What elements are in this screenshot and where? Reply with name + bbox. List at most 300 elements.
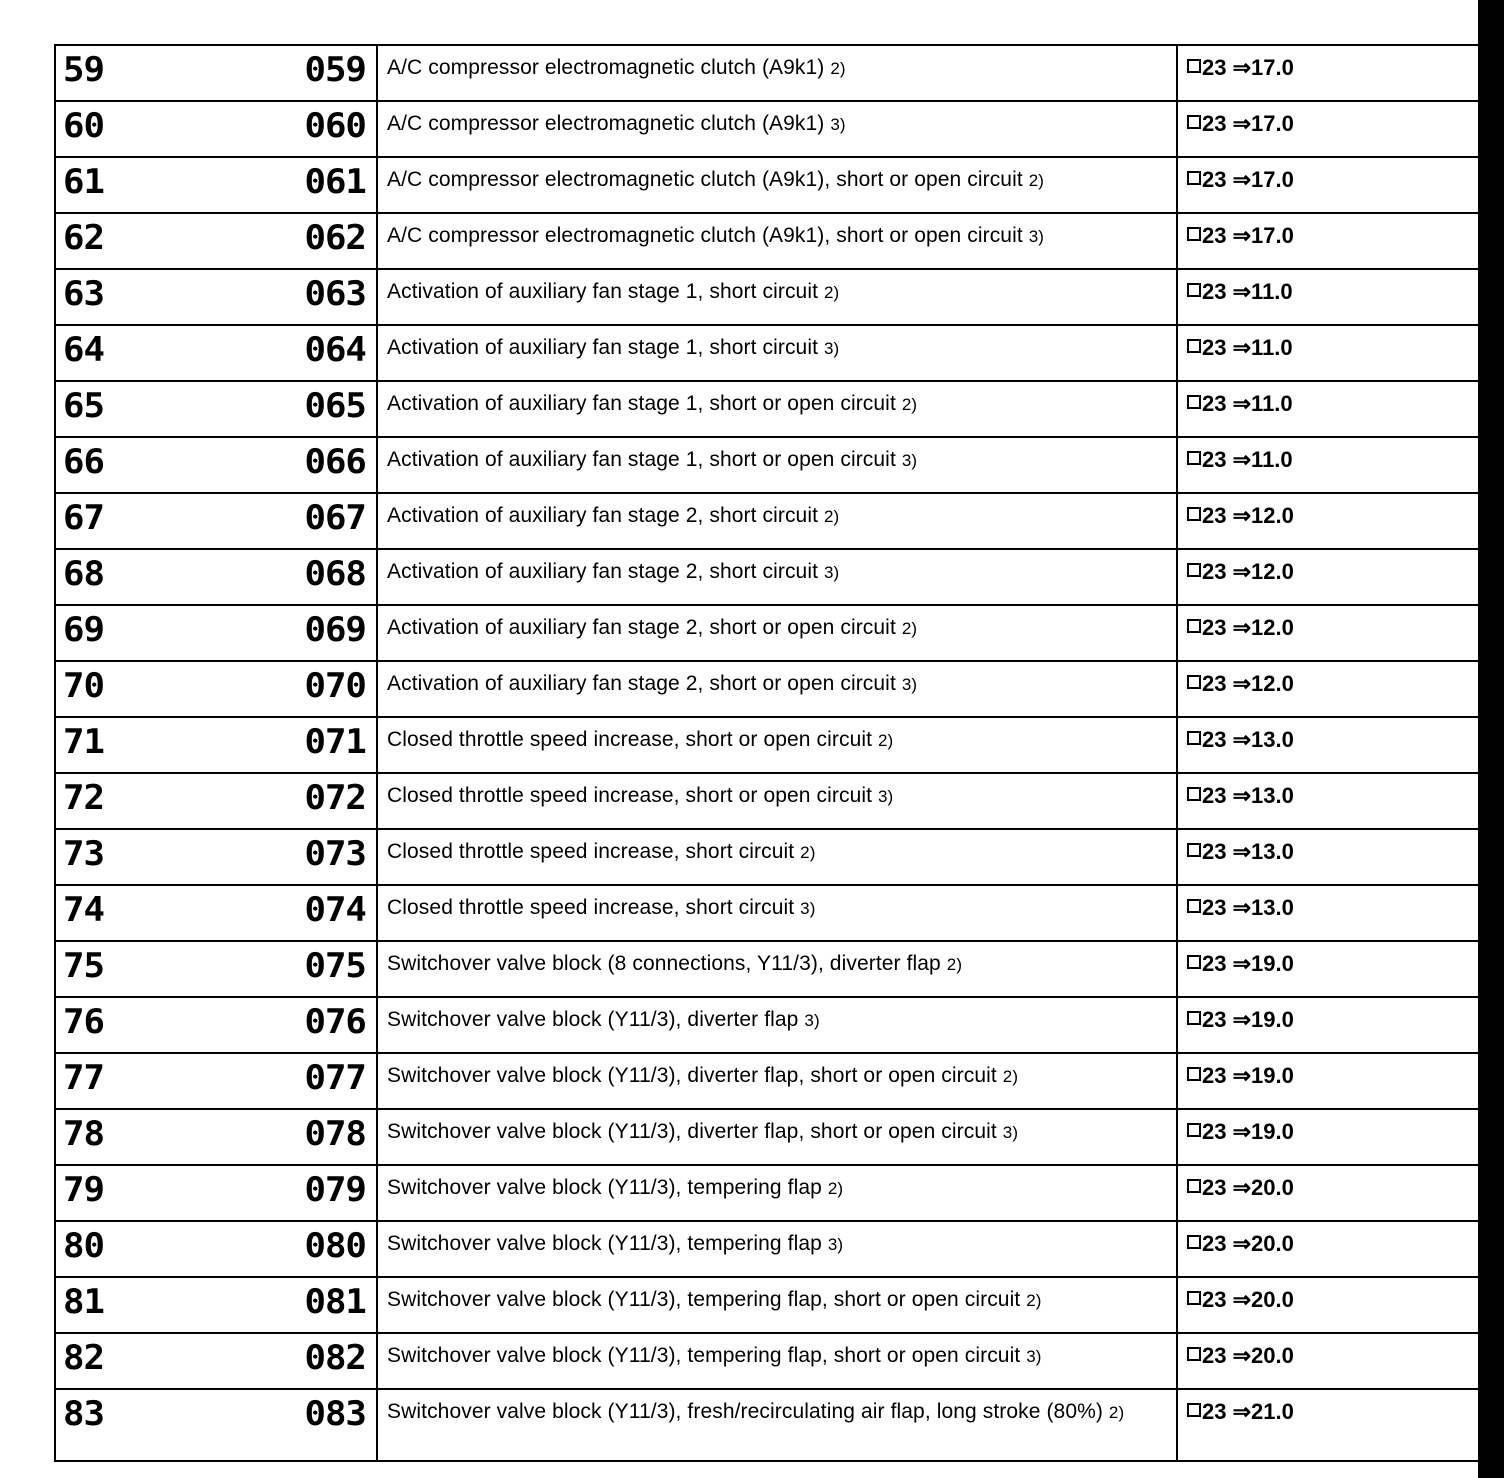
reference-doc: 23	[1202, 727, 1227, 752]
reference-section: 17.0	[1251, 223, 1294, 248]
footnote-ref: 3)	[804, 1011, 820, 1030]
reference-cell[interactable]	[1187, 1287, 1294, 1332]
fault-description-cell	[387, 392, 1172, 436]
reference-doc: 23	[1202, 1399, 1227, 1424]
document-ref-icon	[1187, 451, 1201, 465]
arrow-icon: ⇒	[1232, 391, 1252, 416]
fault-code-cell	[64, 436, 154, 492]
reference-doc: 23	[1202, 783, 1227, 808]
fault-code-cell	[64, 324, 154, 380]
reference-doc: 23	[1202, 1063, 1227, 1088]
arrow-icon: ⇒	[1232, 727, 1252, 752]
reference-doc: 23	[1202, 615, 1227, 640]
fault-code-cell	[64, 1052, 154, 1108]
reference-cell[interactable]	[1187, 167, 1294, 212]
fault-description-cell	[387, 616, 1172, 660]
document-ref-icon	[1187, 1347, 1201, 1361]
fault-code-cell	[64, 548, 154, 604]
fault-code-cell	[64, 716, 154, 772]
blink-code: 079	[304, 1170, 366, 1210]
arrow-icon: ⇒	[1232, 951, 1252, 976]
footnote-ref: 2)	[1002, 1067, 1019, 1086]
fault-description: Switchover valve block (Y11/3), diverter flap, short or open circuit	[387, 1064, 997, 1087]
blink-code: 065	[304, 386, 366, 426]
reference-doc: 23	[1202, 55, 1227, 80]
fault-code: 63	[63, 274, 104, 314]
fault-code: 65	[63, 386, 104, 426]
fault-code: 59	[63, 50, 104, 90]
fault-description: Closed throttle speed increase, short or open circuit	[387, 728, 873, 751]
reference-section: 21.0	[1251, 1399, 1294, 1424]
blink-code: 076	[304, 1002, 366, 1042]
arrow-icon: ⇒	[1232, 1343, 1252, 1368]
reference-cell[interactable]	[1187, 783, 1294, 828]
blink-code: 067	[304, 498, 366, 538]
arrow-icon: ⇒	[1232, 559, 1252, 584]
arrow-icon: ⇒	[1232, 1007, 1252, 1032]
document-ref-icon	[1187, 1403, 1201, 1417]
reference-section: 12.0	[1251, 615, 1294, 640]
table-row	[54, 44, 1494, 100]
fault-description: Switchover valve block (Y11/3), tempering flap	[387, 1176, 822, 1199]
reference-doc: 23	[1202, 895, 1227, 920]
document-ref-icon	[1187, 283, 1201, 297]
reference-cell[interactable]	[1187, 559, 1294, 604]
fault-description: Activation of auxiliary fan stage 2, short or open circuit	[387, 672, 896, 695]
blink-code: 059	[304, 50, 366, 90]
fault-description: Activation of auxiliary fan stage 1, short or open circuit	[387, 448, 896, 471]
fault-code-cell	[64, 1332, 154, 1388]
reference-doc: 23	[1202, 279, 1227, 304]
footnote-ref: 3)	[800, 899, 816, 918]
fault-code: 78	[63, 1114, 104, 1154]
table-row	[54, 996, 1494, 1052]
document-ref-icon	[1187, 339, 1201, 353]
fault-description-cell	[387, 112, 1172, 156]
blink-code-cell	[264, 380, 364, 436]
blink-code-cell	[264, 940, 364, 996]
reference-cell[interactable]	[1187, 503, 1294, 548]
blink-code-cell	[264, 1164, 364, 1220]
table-row	[54, 380, 1494, 436]
fault-description: Switchover valve block (Y11/3), fresh/recirculating air flap, long stroke (80%)	[387, 1400, 1103, 1423]
blink-code: 073	[304, 834, 366, 874]
fault-code: 67	[63, 498, 104, 538]
fault-code-cell	[64, 660, 154, 716]
table-row	[54, 604, 1494, 660]
blink-code-cell	[264, 604, 364, 660]
blink-code: 069	[304, 610, 366, 650]
fault-description: Activation of auxiliary fan stage 2, short or open circuit	[387, 616, 896, 639]
blink-code: 072	[304, 778, 366, 818]
blink-code: 078	[304, 1114, 366, 1154]
arrow-icon: ⇒	[1232, 783, 1252, 808]
blink-code: 082	[304, 1338, 366, 1378]
table-row	[54, 156, 1494, 212]
footnote-ref: 2)	[946, 955, 963, 974]
reference-cell[interactable]	[1187, 279, 1293, 324]
blink-code: 061	[304, 162, 366, 202]
fault-description: A/C compressor electromagnetic clutch (A9k1)	[387, 112, 825, 135]
fault-description: A/C compressor electromagnetic clutch (A9k1), short or open circuit	[387, 168, 1023, 191]
table-row	[54, 1052, 1494, 1108]
document-ref-icon	[1187, 171, 1201, 185]
fault-description-cell	[387, 560, 1172, 604]
blink-code-cell	[264, 1052, 364, 1108]
document-ref-icon	[1187, 955, 1201, 969]
blink-code-cell	[264, 100, 364, 156]
footnote-ref: 2)	[827, 1179, 844, 1198]
reference-cell[interactable]	[1187, 1007, 1294, 1052]
reference-cell[interactable]	[1187, 1119, 1294, 1164]
table-bottom-border	[54, 1460, 1494, 1462]
reference-section: 17.0	[1251, 167, 1294, 192]
fault-description-cell	[387, 1288, 1172, 1332]
arrow-icon: ⇒	[1232, 503, 1252, 528]
table-row	[54, 1332, 1494, 1388]
reference-doc: 23	[1202, 223, 1227, 248]
fault-description-cell	[387, 56, 1172, 100]
fault-description: A/C compressor electromagnetic clutch (A9k1), short or open circuit	[387, 224, 1023, 247]
reference-doc: 23	[1202, 1119, 1227, 1144]
fault-description-cell	[387, 728, 1172, 772]
arrow-icon: ⇒	[1232, 1399, 1252, 1424]
blink-code-cell	[264, 828, 364, 884]
reference-cell[interactable]	[1187, 1175, 1294, 1220]
reference-cell[interactable]	[1187, 951, 1294, 996]
table-row	[54, 1220, 1494, 1276]
footnote-ref: 3)	[901, 451, 918, 470]
fault-code: 66	[63, 442, 104, 482]
reference-cell[interactable]	[1187, 335, 1293, 380]
fault-description-cell	[387, 504, 1172, 548]
fault-code: 76	[63, 1002, 104, 1042]
arrow-icon: ⇒	[1232, 671, 1252, 696]
blink-code: 080	[304, 1226, 366, 1266]
document-ref-icon	[1187, 731, 1201, 745]
blink-code-cell	[264, 212, 364, 268]
reference-section: 13.0	[1251, 783, 1294, 808]
fault-code-table	[54, 44, 1494, 1462]
footnote-ref: 3)	[1026, 1347, 1042, 1366]
fault-description-cell	[387, 1176, 1172, 1220]
document-ref-icon	[1187, 843, 1201, 857]
blink-code-cell	[264, 1220, 364, 1276]
fault-code: 81	[63, 1282, 104, 1322]
blink-code-cell	[264, 996, 364, 1052]
footnote-ref: 3)	[878, 787, 894, 806]
document-ref-icon	[1187, 1123, 1201, 1137]
reference-cell[interactable]	[1187, 447, 1293, 492]
reference-cell[interactable]	[1187, 111, 1294, 156]
fault-code: 80	[63, 1226, 104, 1266]
arrow-icon: ⇒	[1232, 1231, 1252, 1256]
fault-code-cell	[64, 940, 154, 996]
reference-cell[interactable]	[1187, 391, 1293, 436]
reference-doc: 23	[1202, 391, 1227, 416]
reference-section: 13.0	[1251, 839, 1294, 864]
reference-section: 20.0	[1251, 1175, 1294, 1200]
reference-section: 11.0	[1251, 391, 1293, 416]
fault-code-cell	[64, 884, 154, 940]
reference-doc: 23	[1202, 839, 1227, 864]
reference-doc: 23	[1202, 951, 1227, 976]
fault-description-cell	[387, 672, 1172, 716]
document-ref-icon	[1187, 619, 1201, 633]
blink-code-cell	[264, 156, 364, 212]
document-ref-icon	[1187, 563, 1201, 577]
blink-code-cell	[264, 548, 364, 604]
fault-code-cell	[64, 100, 154, 156]
blink-code: 066	[304, 442, 366, 482]
footnote-ref: 2)	[823, 283, 840, 302]
table-row	[54, 1276, 1494, 1332]
reference-doc: 23	[1202, 1175, 1227, 1200]
blink-code-cell	[264, 1276, 364, 1332]
reference-section: 11.0	[1251, 279, 1293, 304]
table-row	[54, 436, 1494, 492]
fault-code-cell	[64, 1164, 154, 1220]
blink-code-cell	[264, 660, 364, 716]
fault-code: 83	[63, 1394, 104, 1434]
table-row	[54, 828, 1494, 884]
table-row	[54, 324, 1494, 380]
fault-code-cell	[64, 828, 154, 884]
table-row	[54, 1108, 1494, 1164]
fault-description: Switchover valve block (Y11/3), tempering flap	[387, 1232, 822, 1255]
document-ref-icon	[1187, 1011, 1201, 1025]
fault-description-cell	[387, 1344, 1172, 1388]
fault-code-cell	[64, 492, 154, 548]
fault-code: 77	[63, 1058, 104, 1098]
fault-code: 64	[63, 330, 104, 370]
reference-cell[interactable]	[1187, 615, 1294, 660]
blink-code-cell	[264, 44, 364, 100]
fault-code: 60	[63, 106, 104, 146]
blink-code: 074	[304, 890, 366, 930]
footnote-ref: 2)	[1028, 171, 1045, 190]
reference-section: 19.0	[1251, 1063, 1294, 1088]
fault-description: Activation of auxiliary fan stage 2, short circuit	[387, 560, 819, 583]
document-ref-icon	[1187, 115, 1201, 129]
document-ref-icon	[1187, 1067, 1201, 1081]
blink-code: 064	[304, 330, 366, 370]
reference-section: 17.0	[1251, 55, 1294, 80]
reference-cell[interactable]	[1187, 895, 1294, 940]
fault-description: Closed throttle speed increase, short circuit	[387, 840, 795, 863]
footnote-ref: 3)	[901, 675, 918, 694]
reference-doc: 23	[1202, 1343, 1227, 1368]
fault-description-cell	[387, 896, 1172, 940]
reference-section: 19.0	[1251, 1007, 1294, 1032]
reference-cell[interactable]	[1187, 1343, 1294, 1388]
fault-code-cell	[64, 268, 154, 324]
footnote-ref: 3)	[1028, 227, 1045, 246]
table-row	[54, 716, 1494, 772]
fault-description-cell	[387, 952, 1172, 996]
table-row	[54, 100, 1494, 156]
table-row	[54, 212, 1494, 268]
fault-description-cell	[387, 840, 1172, 884]
fault-code-cell	[64, 156, 154, 212]
fault-description-cell	[387, 280, 1172, 324]
blink-code: 062	[304, 218, 366, 258]
blink-code-cell	[264, 884, 364, 940]
footnote-ref: 2)	[823, 507, 840, 526]
fault-description: Switchover valve block (Y11/3), diverter flap	[387, 1008, 799, 1031]
reference-cell[interactable]	[1187, 223, 1294, 268]
blink-code-cell	[264, 492, 364, 548]
fault-description: Activation of auxiliary fan stage 2, short circuit	[387, 504, 819, 527]
fault-description-cell	[387, 1064, 1172, 1108]
reference-cell[interactable]	[1187, 1231, 1294, 1276]
arrow-icon: ⇒	[1232, 615, 1252, 640]
arrow-icon: ⇒	[1232, 167, 1252, 192]
table-row	[54, 772, 1494, 828]
arrow-icon: ⇒	[1232, 839, 1252, 864]
fault-description: Switchover valve block (Y11/3), tempering flap, short or open circuit	[387, 1344, 1021, 1367]
fault-description: Closed throttle speed increase, short or open circuit	[387, 784, 873, 807]
fault-code: 61	[63, 162, 104, 202]
document-ref-icon	[1187, 675, 1201, 689]
blink-code-cell	[264, 1108, 364, 1164]
footnote-ref: 3)	[830, 115, 846, 134]
fault-description: Activation of auxiliary fan stage 1, short or open circuit	[387, 392, 896, 415]
fault-code: 72	[63, 778, 104, 818]
blink-code: 075	[304, 946, 366, 986]
reference-doc: 23	[1202, 503, 1227, 528]
reference-section: 13.0	[1251, 727, 1294, 752]
blink-code-cell	[264, 1388, 364, 1462]
reference-doc: 23	[1202, 335, 1227, 360]
blink-code: 063	[304, 274, 366, 314]
table-row	[54, 940, 1494, 996]
document-ref-icon	[1187, 1179, 1201, 1193]
reference-section: 13.0	[1251, 895, 1294, 920]
reference-cell[interactable]	[1187, 55, 1294, 100]
footnote-ref: 3)	[1002, 1123, 1019, 1142]
blink-code-cell	[264, 324, 364, 380]
blink-code-cell	[264, 1332, 364, 1388]
fault-description-cell	[387, 1400, 1167, 1444]
document-ref-icon	[1187, 1235, 1201, 1249]
fault-description-cell	[387, 784, 1172, 828]
reference-doc: 23	[1202, 1007, 1227, 1032]
fault-description-cell	[387, 1120, 1172, 1164]
document-ref-icon	[1187, 899, 1201, 913]
fault-code-cell	[64, 772, 154, 828]
table-row	[54, 1164, 1494, 1220]
reference-cell[interactable]	[1187, 839, 1294, 884]
fault-code: 70	[63, 666, 104, 706]
blink-code: 068	[304, 554, 366, 594]
reference-section: 12.0	[1251, 671, 1294, 696]
footnote-ref: 2)	[901, 395, 918, 414]
table-row	[54, 660, 1494, 716]
fault-code-cell	[64, 1108, 154, 1164]
fault-description: A/C compressor electromagnetic clutch (A9k1)	[387, 56, 825, 79]
footnote-ref: 2)	[800, 843, 816, 862]
arrow-icon: ⇒	[1232, 447, 1252, 472]
reference-section: 20.0	[1251, 1343, 1294, 1368]
reference-doc: 23	[1202, 559, 1227, 584]
reference-cell[interactable]	[1187, 1063, 1294, 1108]
reference-cell[interactable]	[1187, 727, 1294, 772]
table-row	[54, 884, 1494, 940]
footnote-ref: 3)	[823, 339, 840, 358]
fault-code: 71	[63, 722, 104, 762]
document-ref-icon	[1187, 787, 1201, 801]
document-ref-icon	[1187, 227, 1201, 241]
blink-code-cell	[264, 716, 364, 772]
reference-section: 19.0	[1251, 951, 1294, 976]
footnote-ref: 3)	[823, 563, 840, 582]
reference-section: 20.0	[1251, 1231, 1294, 1256]
fault-code-cell	[64, 1220, 154, 1276]
fault-description-cell	[387, 1232, 1172, 1276]
reference-doc: 23	[1202, 111, 1227, 136]
arrow-icon: ⇒	[1232, 1175, 1252, 1200]
arrow-icon: ⇒	[1232, 111, 1252, 136]
reference-section: 11.0	[1251, 335, 1293, 360]
fault-code: 69	[63, 610, 104, 650]
reference-section: 19.0	[1251, 1119, 1294, 1144]
fault-description-cell	[387, 224, 1172, 268]
footnote-ref: 2)	[830, 59, 846, 78]
blink-code-cell	[264, 436, 364, 492]
fault-code-cell	[64, 380, 154, 436]
fault-description-cell	[387, 168, 1172, 212]
blink-code: 077	[304, 1058, 366, 1098]
blink-code: 060	[304, 106, 366, 146]
fault-code-cell	[64, 1276, 154, 1332]
fault-code-cell	[64, 604, 154, 660]
fault-code: 79	[63, 1170, 104, 1210]
arrow-icon: ⇒	[1232, 55, 1252, 80]
document-ref-icon	[1187, 59, 1201, 73]
document-ref-icon	[1187, 1291, 1201, 1305]
fault-description: Activation of auxiliary fan stage 1, short circuit	[387, 280, 819, 303]
blink-code: 081	[304, 1282, 366, 1322]
footnote-ref: 3)	[827, 1235, 844, 1254]
reference-section: 20.0	[1251, 1287, 1294, 1312]
reference-cell[interactable]	[1187, 1399, 1294, 1462]
blink-code-cell	[264, 772, 364, 828]
reference-cell[interactable]	[1187, 671, 1294, 716]
fault-description-cell	[387, 448, 1172, 492]
fault-description: Switchover valve block (Y11/3), diverter flap, short or open circuit	[387, 1120, 997, 1143]
fault-code: 68	[63, 554, 104, 594]
fault-description: Closed throttle speed increase, short circuit	[387, 896, 795, 919]
fault-description: Switchover valve block (Y11/3), tempering flap, short or open circuit	[387, 1288, 1021, 1311]
footnote-ref: 2)	[1026, 1291, 1042, 1310]
fault-description-cell	[387, 336, 1172, 380]
blink-code: 071	[304, 722, 366, 762]
fault-code: 74	[63, 890, 104, 930]
footnote-ref: 2)	[901, 619, 918, 638]
table-row	[54, 268, 1494, 324]
arrow-icon: ⇒	[1232, 335, 1252, 360]
fault-code: 62	[63, 218, 104, 258]
fault-description: Switchover valve block (8 connections, Y11/3), diverter flap	[387, 952, 941, 975]
table-row	[54, 492, 1494, 548]
fault-code: 73	[63, 834, 104, 874]
reference-section: 11.0	[1251, 447, 1293, 472]
table-row	[54, 1388, 1494, 1462]
reference-doc: 23	[1202, 1231, 1227, 1256]
arrow-icon: ⇒	[1232, 279, 1252, 304]
blink-code-cell	[264, 268, 364, 324]
